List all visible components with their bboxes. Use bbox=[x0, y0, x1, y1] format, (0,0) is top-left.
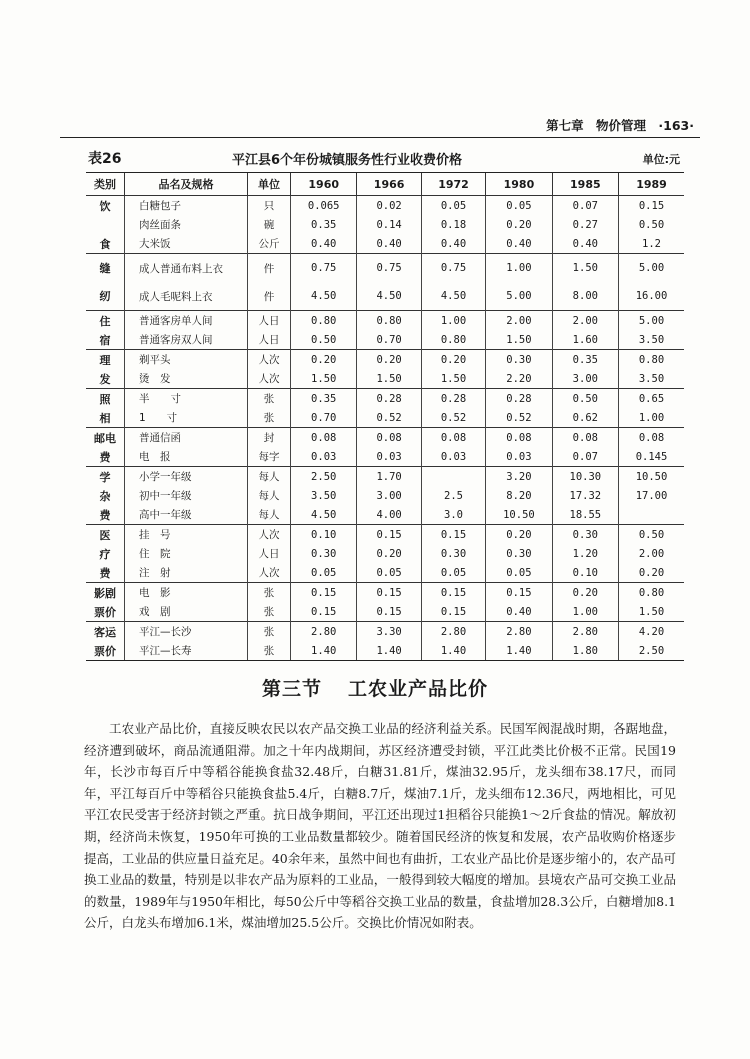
category-cell: 疗 bbox=[99, 547, 111, 561]
body-paragraph: 工农业产品比价，直接反映农民以农产品交换工业品的经济利益关系。民国军阀混战时期，各踞地盘，经济遭到破坏，商品流通阻滞。加之十年内战期间，苏区经济遭受封锁，平江此类比价极不正常。民国19年，长沙市每百斤中等稻谷能换食盐32.48斤，白糖31.81斤，煤油32.95斤，龙头细布38.17尺，而同年，平江每百斤中等稻谷只能换食盐5.4斤，白糖8.7斤，煤油7.1斤，龙头细布12.36尺，两地相比，可见平江农民受害于经济封锁之严重。抗日战争期间，平江还出现过1担稻谷只能换1～2斤食盐的情况。解放初期，经济尚未恢复，1950年可换的工业品数量都较少。随着国民经济的恢复和发展，农产品收购价格逐步提高，工业品的供应量日益充足。40余年来，虽然中间也有曲折，工农业产品比价是逐步缩小的，农产品可换工业品的数量，特别是以非农产品为原料的工业品，一般得到较大幅度的增加。县境农产品可交换工业品的数量，1989年与1950年相比，每50公斤中等稻谷交换工业品的数量，食盐增加28.3公斤，白糖增加8.1公斤，白龙头布增加6.1米，煤油增加25.5公斤。交换比价情况如附表。 bbox=[84, 721, 676, 931]
item-name-cell: 烫 发 bbox=[125, 369, 248, 389]
price-cell: 2.00 bbox=[619, 544, 684, 563]
column-header: 1966 bbox=[357, 173, 421, 196]
price-cell: 0.30 bbox=[291, 544, 357, 563]
unit-cell: 人次 bbox=[248, 369, 291, 389]
item-name-cell: 初中一年级 bbox=[125, 486, 248, 505]
price-cell: 2.50 bbox=[291, 467, 357, 487]
running-head bbox=[60, 116, 700, 138]
price-cell: 2.80 bbox=[552, 622, 618, 642]
price-cell: 8.20 bbox=[486, 486, 552, 505]
column-header: 1972 bbox=[421, 173, 485, 196]
price-cell: 0.15 bbox=[421, 525, 485, 545]
price-cell: 0.15 bbox=[486, 583, 552, 603]
price-cell: 0.20 bbox=[421, 350, 485, 370]
item-name-cell: 大米饭 bbox=[125, 234, 248, 254]
unit-cell: 每字 bbox=[248, 447, 291, 467]
price-cell: 0.05 bbox=[291, 563, 357, 583]
price-cell: 0.10 bbox=[552, 563, 618, 583]
price-cell: 1.50 bbox=[619, 602, 684, 622]
price-cell: 2.50 bbox=[619, 641, 684, 661]
unit-cell: 人次 bbox=[248, 525, 291, 545]
table-row bbox=[86, 234, 684, 254]
item-name-cell: 住 院 bbox=[125, 544, 248, 563]
category-cell: 客运 bbox=[86, 622, 125, 642]
price-cell: 0.14 bbox=[357, 215, 421, 234]
item-name-cell: 白糖包子 bbox=[125, 196, 248, 216]
section-title: 工农业产品比价 bbox=[348, 678, 489, 700]
category-cell: 学 bbox=[86, 467, 125, 487]
price-cell: 8.00 bbox=[552, 282, 618, 311]
item-name-cell: 平江—长寿 bbox=[125, 641, 248, 661]
price-cell: 0.52 bbox=[486, 408, 552, 428]
price-cell: 0.08 bbox=[486, 428, 552, 448]
table-unit: 单位:元 bbox=[642, 153, 680, 166]
price-cell: 4.50 bbox=[291, 505, 357, 525]
price-cell: 0.52 bbox=[421, 408, 485, 428]
category-cell: 发 bbox=[99, 372, 111, 386]
unit-cell: 张 bbox=[248, 389, 291, 409]
unit-cell: 人日 bbox=[248, 544, 291, 563]
price-cell: 0.08 bbox=[552, 428, 618, 448]
price-cell: 0.145 bbox=[619, 447, 684, 467]
price-cell: 0.30 bbox=[552, 525, 618, 545]
item-name-cell: 注 射 bbox=[125, 563, 248, 583]
price-cell: 2.80 bbox=[291, 622, 357, 642]
price-cell: 0.40 bbox=[357, 234, 421, 254]
table-title: 平江县6个年份城镇服务性行业收费价格 bbox=[232, 153, 463, 168]
section-number: 第三节 bbox=[261, 678, 322, 700]
table-row bbox=[86, 350, 684, 370]
price-cell: 0.20 bbox=[357, 544, 421, 563]
price-cell: 0.70 bbox=[291, 408, 357, 428]
unit-cell: 张 bbox=[248, 622, 291, 642]
price-cell: 1.70 bbox=[357, 467, 421, 487]
price-cell: 2.80 bbox=[421, 622, 485, 642]
price-cell: 0.40 bbox=[291, 234, 357, 254]
price-cell: 0.40 bbox=[486, 602, 552, 622]
price-cell: 0.08 bbox=[357, 428, 421, 448]
column-header: 1960 bbox=[291, 173, 357, 196]
table-row bbox=[86, 215, 684, 234]
price-cell: 18.55 bbox=[552, 505, 618, 525]
chapter-number: 第七章 bbox=[546, 118, 584, 133]
unit-cell: 张 bbox=[248, 408, 291, 428]
price-cell: 0.20 bbox=[619, 563, 684, 583]
price-cell: 0.03 bbox=[421, 447, 485, 467]
price-cell: 0.08 bbox=[619, 428, 684, 448]
price-cell: 0.03 bbox=[357, 447, 421, 467]
table-row bbox=[86, 254, 684, 283]
price-cell: 0.62 bbox=[552, 408, 618, 428]
price-cell: 0.08 bbox=[291, 428, 357, 448]
table-number: 表26 bbox=[88, 151, 122, 167]
price-cell: 4.20 bbox=[619, 622, 684, 642]
price-cell: 0.80 bbox=[291, 311, 357, 331]
price-cell: 0.08 bbox=[421, 428, 485, 448]
table-row bbox=[86, 467, 684, 487]
price-cell: 0.40 bbox=[421, 234, 485, 254]
price-cell: 0.10 bbox=[291, 525, 357, 545]
category-cell: 饮 bbox=[86, 196, 125, 216]
item-name-cell: 1 寸 bbox=[125, 408, 248, 428]
price-cell: 0.02 bbox=[357, 196, 421, 216]
price-cell: 0.07 bbox=[552, 447, 618, 467]
price-cell: 0.50 bbox=[619, 215, 684, 234]
unit-cell: 碗 bbox=[248, 215, 291, 234]
category-cell: 杂 bbox=[99, 489, 111, 503]
price-cell: 0.30 bbox=[486, 544, 552, 563]
unit-cell: 人次 bbox=[248, 563, 291, 583]
category-cell: 费 bbox=[99, 450, 111, 464]
price-cell: 5.00 bbox=[619, 254, 684, 283]
item-name-cell: 高中一年级 bbox=[125, 505, 248, 525]
price-cell: 10.30 bbox=[552, 467, 618, 487]
price-cell: 0.05 bbox=[357, 563, 421, 583]
price-cell: 1.2 bbox=[619, 234, 684, 254]
item-name-cell: 挂 号 bbox=[125, 525, 248, 545]
item-name-cell: 肉丝面条 bbox=[125, 215, 248, 234]
item-name-cell: 半 寸 bbox=[125, 389, 248, 409]
price-cell: 0.20 bbox=[552, 583, 618, 603]
price-cell: 4.50 bbox=[291, 282, 357, 311]
price-cell: 17.32 bbox=[552, 486, 618, 505]
price-cell: 4.00 bbox=[357, 505, 421, 525]
price-cell: 0.15 bbox=[421, 583, 485, 603]
price-cell: 0.15 bbox=[421, 602, 485, 622]
column-header: 单位 bbox=[248, 173, 291, 196]
price-cell: 3.50 bbox=[291, 486, 357, 505]
price-cell: 0.27 bbox=[552, 215, 618, 234]
unit-cell: 张 bbox=[248, 602, 291, 622]
price-cell: 2.20 bbox=[486, 369, 552, 389]
price-cell: 17.00 bbox=[619, 486, 684, 505]
price-cell: 0.80 bbox=[421, 330, 485, 350]
price-table bbox=[86, 172, 684, 661]
table-row bbox=[86, 282, 684, 311]
price-cell: 10.50 bbox=[619, 467, 684, 487]
item-name-cell: 成人普通布料上衣 bbox=[125, 254, 248, 283]
table-row bbox=[86, 389, 684, 409]
table-row bbox=[86, 525, 684, 545]
category-cell: 相 bbox=[99, 411, 111, 425]
price-cell: 1.40 bbox=[357, 641, 421, 661]
price-cell: 0.20 bbox=[291, 350, 357, 370]
category-cell: 邮电 bbox=[86, 428, 125, 448]
category-cell: 费 bbox=[99, 566, 111, 580]
price-cell: 0.28 bbox=[357, 389, 421, 409]
price-cell: 0.05 bbox=[421, 196, 485, 216]
price-cell: 0.20 bbox=[486, 525, 552, 545]
price-cell: 0.30 bbox=[421, 544, 485, 563]
price-cell: 10.50 bbox=[486, 505, 552, 525]
item-name-cell: 普通客房单人间 bbox=[125, 311, 248, 331]
price-cell: 0.75 bbox=[357, 254, 421, 283]
category-cell bbox=[86, 215, 125, 234]
price-cell: 0.15 bbox=[357, 525, 421, 545]
table-row bbox=[86, 622, 684, 642]
table-row bbox=[86, 486, 684, 505]
price-cell: 0.20 bbox=[357, 350, 421, 370]
price-cell: 0.065 bbox=[291, 196, 357, 216]
price-cell: 3.30 bbox=[357, 622, 421, 642]
column-header: 1980 bbox=[486, 173, 552, 196]
price-cell: 0.05 bbox=[421, 563, 485, 583]
item-name-cell: 电 影 bbox=[125, 583, 248, 603]
table-row bbox=[86, 408, 684, 428]
category-cell: 费 bbox=[99, 508, 111, 522]
price-cell: 1.50 bbox=[486, 330, 552, 350]
price-cell: 3.00 bbox=[552, 369, 618, 389]
price-cell: 5.00 bbox=[619, 311, 684, 331]
table-row bbox=[86, 602, 684, 622]
price-cell: 0.03 bbox=[486, 447, 552, 467]
chapter-title: 物价管理 bbox=[596, 118, 647, 133]
price-cell: 0.40 bbox=[552, 234, 618, 254]
price-cell: 1.40 bbox=[486, 641, 552, 661]
unit-cell: 封 bbox=[248, 428, 291, 448]
price-cell: 0.15 bbox=[357, 602, 421, 622]
price-cell: 0.18 bbox=[421, 215, 485, 234]
table-caption bbox=[80, 148, 680, 170]
category-cell: 票价 bbox=[86, 641, 125, 661]
price-cell: 0.05 bbox=[486, 196, 552, 216]
price-cell: 0.80 bbox=[619, 350, 684, 370]
table-row bbox=[86, 196, 684, 216]
category-cell: 照 bbox=[86, 389, 125, 409]
price-cell: 0.15 bbox=[291, 583, 357, 603]
price-cell: 0.75 bbox=[291, 254, 357, 283]
price-cell: 1.20 bbox=[552, 544, 618, 563]
table-row bbox=[86, 447, 684, 467]
table-row bbox=[86, 369, 684, 389]
price-cell: 0.50 bbox=[291, 330, 357, 350]
price-cell: 3.0 bbox=[421, 505, 485, 525]
item-name-cell: 电 报 bbox=[125, 447, 248, 467]
price-cell: 0.52 bbox=[357, 408, 421, 428]
price-cell: 1.50 bbox=[357, 369, 421, 389]
price-cell: 0.07 bbox=[552, 196, 618, 216]
column-header: 1985 bbox=[552, 173, 618, 196]
price-cell: 2.00 bbox=[552, 311, 618, 331]
section-heading bbox=[0, 674, 750, 701]
category-cell: 票价 bbox=[94, 605, 116, 619]
category-cell: 住 bbox=[86, 311, 125, 331]
price-cell: 3.50 bbox=[619, 330, 684, 350]
price-cell: 2.80 bbox=[486, 622, 552, 642]
item-name-cell: 平江—长沙 bbox=[125, 622, 248, 642]
price-cell: 0.50 bbox=[619, 525, 684, 545]
category-cell: 理 bbox=[86, 350, 125, 370]
table-row bbox=[86, 641, 684, 661]
price-cell bbox=[421, 467, 485, 487]
price-cell: 1.50 bbox=[291, 369, 357, 389]
unit-cell: 每人 bbox=[248, 467, 291, 487]
price-cell: 1.40 bbox=[291, 641, 357, 661]
unit-cell: 每人 bbox=[248, 505, 291, 525]
price-cell: 0.50 bbox=[552, 389, 618, 409]
price-cell: 0.28 bbox=[421, 389, 485, 409]
unit-cell: 张 bbox=[248, 641, 291, 661]
column-header: 品名及规格 bbox=[125, 173, 248, 196]
price-cell: 1.80 bbox=[552, 641, 618, 661]
item-name-cell: 小学一年级 bbox=[125, 467, 248, 487]
item-name-cell: 戏 剧 bbox=[125, 602, 248, 622]
table-row bbox=[86, 505, 684, 525]
table-row bbox=[86, 583, 684, 603]
price-cell bbox=[619, 505, 684, 525]
category-cell: 医 bbox=[86, 525, 125, 545]
table-header-row bbox=[86, 173, 684, 196]
price-cell: 0.15 bbox=[291, 602, 357, 622]
category-cell: 纫 bbox=[99, 290, 111, 303]
price-cell: 0.70 bbox=[357, 330, 421, 350]
price-cell: 0.35 bbox=[552, 350, 618, 370]
price-cell: 0.28 bbox=[486, 389, 552, 409]
unit-cell: 每人 bbox=[248, 486, 291, 505]
price-cell: 5.00 bbox=[486, 282, 552, 311]
price-cell: 1.00 bbox=[421, 311, 485, 331]
price-cell: 1.50 bbox=[421, 369, 485, 389]
price-cell: 0.75 bbox=[421, 254, 485, 283]
price-cell: 2.00 bbox=[486, 311, 552, 331]
table-row bbox=[86, 428, 684, 448]
unit-cell: 件 bbox=[248, 254, 291, 283]
category-cell: 影剧 bbox=[86, 583, 125, 603]
page-number: ·163· bbox=[658, 118, 694, 133]
price-cell: 16.00 bbox=[619, 282, 684, 311]
unit-cell: 人次 bbox=[248, 350, 291, 370]
price-cell: 0.15 bbox=[619, 196, 684, 216]
unit-cell: 人日 bbox=[248, 311, 291, 331]
table-row bbox=[86, 563, 684, 583]
item-name-cell: 成人毛呢料上衣 bbox=[125, 282, 248, 311]
price-cell: 0.03 bbox=[291, 447, 357, 467]
table-row bbox=[86, 311, 684, 331]
table-row bbox=[86, 544, 684, 563]
column-header: 类别 bbox=[86, 173, 125, 196]
item-name-cell: 普通信函 bbox=[125, 428, 248, 448]
unit-cell: 人日 bbox=[248, 330, 291, 350]
price-cell: 0.65 bbox=[619, 389, 684, 409]
price-cell: 4.50 bbox=[357, 282, 421, 311]
table-row bbox=[86, 330, 684, 350]
price-cell: 3.00 bbox=[357, 486, 421, 505]
price-cell: 0.80 bbox=[619, 583, 684, 603]
category-cell: 缝 bbox=[86, 254, 125, 283]
table-body bbox=[86, 196, 684, 661]
category-cell: 食 bbox=[99, 237, 111, 251]
price-cell: 0.40 bbox=[486, 234, 552, 254]
price-cell: 0.15 bbox=[357, 583, 421, 603]
price-cell: 1.00 bbox=[552, 602, 618, 622]
price-cell: 1.60 bbox=[552, 330, 618, 350]
price-cell: 0.05 bbox=[486, 563, 552, 583]
price-cell: 2.5 bbox=[421, 486, 485, 505]
price-cell: 0.20 bbox=[486, 215, 552, 234]
item-name-cell: 普通客房双人间 bbox=[125, 330, 248, 350]
column-header: 1989 bbox=[619, 173, 684, 196]
unit-cell: 张 bbox=[248, 583, 291, 603]
price-cell: 1.00 bbox=[619, 408, 684, 428]
item-name-cell: 剃平头 bbox=[125, 350, 248, 370]
unit-cell: 只 bbox=[248, 196, 291, 216]
price-cell: 0.35 bbox=[291, 389, 357, 409]
price-cell: 3.50 bbox=[619, 369, 684, 389]
price-cell: 0.80 bbox=[357, 311, 421, 331]
price-cell: 1.00 bbox=[486, 254, 552, 283]
price-cell: 0.30 bbox=[486, 350, 552, 370]
price-cell: 3.20 bbox=[486, 467, 552, 487]
unit-cell: 件 bbox=[248, 282, 291, 311]
price-cell: 0.35 bbox=[291, 215, 357, 234]
unit-cell: 公斤 bbox=[248, 234, 291, 254]
category-cell: 宿 bbox=[99, 333, 111, 347]
price-cell: 4.50 bbox=[421, 282, 485, 311]
price-cell: 1.50 bbox=[552, 254, 618, 283]
price-cell: 1.40 bbox=[421, 641, 485, 661]
